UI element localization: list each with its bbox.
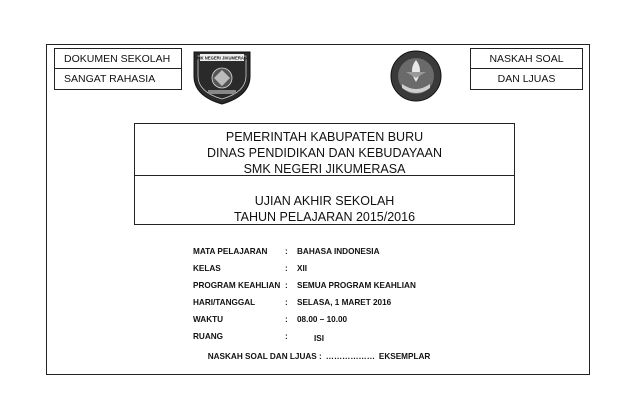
info-value: XII bbox=[297, 264, 308, 273]
info-value: 08.00 – 10.00 bbox=[297, 315, 348, 324]
info-label: HARI/TANGGAL bbox=[193, 298, 256, 307]
info-row bbox=[193, 243, 416, 260]
info-label: MATA PELAJARAN bbox=[193, 247, 268, 256]
info-colon: : bbox=[285, 332, 288, 341]
info-label: KELAS bbox=[193, 264, 221, 273]
copies-unit: EKSEMPLAR bbox=[378, 352, 431, 361]
document-label: DOKUMEN SEKOLAH bbox=[55, 49, 181, 69]
info-row bbox=[193, 294, 416, 311]
document-type-box bbox=[470, 48, 583, 90]
institution-block bbox=[135, 124, 514, 176]
info-colon: : bbox=[285, 247, 288, 256]
info-value: SEMUA PROGRAM KEAHLIAN bbox=[297, 281, 416, 290]
info-colon: : bbox=[285, 298, 288, 307]
document-type-sub: DAN LJUAS bbox=[497, 73, 556, 85]
title-box bbox=[134, 123, 515, 225]
government-name: PEMERINTAH KABUPATEN BURU bbox=[225, 130, 424, 144]
document-type-label: NASKAH SOAL bbox=[471, 49, 582, 69]
copies-blank: ……………… bbox=[325, 352, 375, 361]
exam-info bbox=[193, 243, 416, 345]
school-name: SMK NEGERI JIKUMERASA bbox=[243, 162, 406, 176]
info-row bbox=[193, 260, 416, 277]
school-emblem-icon bbox=[190, 46, 254, 106]
info-label: PROGRAM KEAHLIAN bbox=[193, 281, 281, 290]
tut-wuri-handayani-icon bbox=[388, 48, 444, 104]
info-row bbox=[193, 277, 416, 294]
info-colon: : bbox=[285, 281, 288, 290]
copies-label: NASKAH SOAL DAN LJUAS : bbox=[207, 352, 322, 361]
exam-name: UJIAN AKHIR SEKOLAH bbox=[254, 194, 395, 208]
school-emblem-label: SMK NEGERI JIKUMERASA bbox=[194, 55, 250, 61]
info-colon: : bbox=[285, 264, 288, 273]
document-status-box bbox=[54, 48, 182, 90]
info-value: BAHASA INDONESIA bbox=[297, 247, 380, 256]
copies-line bbox=[0, 352, 638, 361]
secrecy-label: SANGAT RAHASIA bbox=[64, 73, 156, 85]
department-name: DINAS PENDIDIKAN DAN KEBUDAYAAN bbox=[206, 146, 442, 160]
info-row bbox=[193, 311, 416, 328]
info-colon: : bbox=[285, 315, 288, 324]
info-value: SELASA, 1 MARET 2016 bbox=[297, 298, 392, 307]
academic-year: TAHUN PELAJARAN 2015/2016 bbox=[233, 210, 416, 224]
exam-block bbox=[135, 176, 514, 225]
contents-heading: ISI bbox=[313, 334, 324, 343]
info-label: WAKTU bbox=[193, 315, 224, 324]
info-label: RUANG bbox=[193, 332, 224, 341]
